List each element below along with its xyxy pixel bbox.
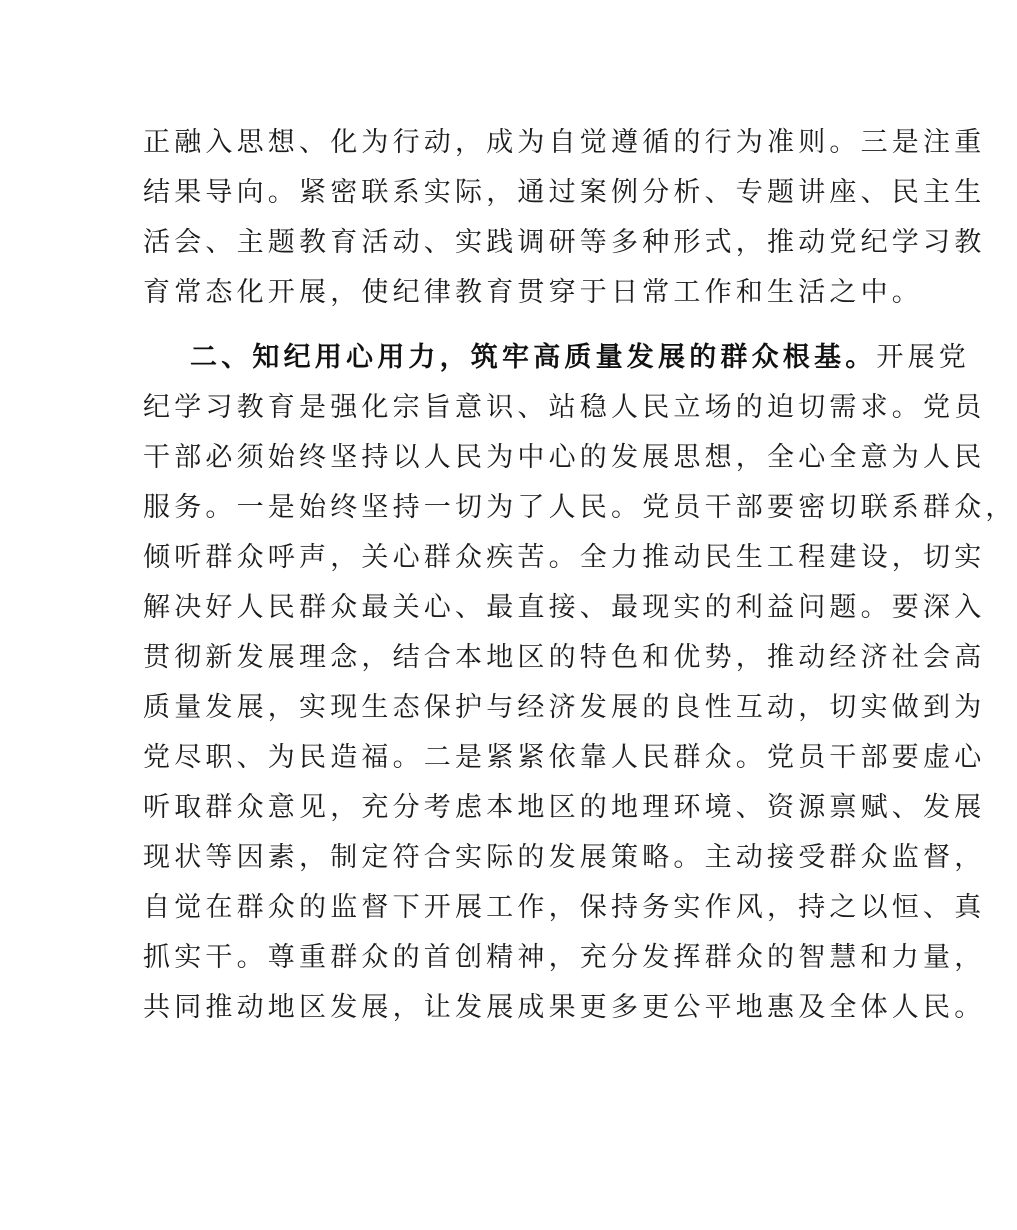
paragraph1-line-1: 正融入思想、化为行动，成为自觉遵循的行为准则。三是注重 xyxy=(143,127,986,158)
paragraph1-line-3: 活会、主题教育活动、实践调研等多种形式，推动党纪学习教 xyxy=(143,227,986,258)
paragraph1-line-4: 育常态化开展，使纪律教育贯穿于日常工作和生活之中。 xyxy=(143,277,923,308)
paragraph2-line-10: 听取群众意见，充分考虑本地区的地理环境、资源禀赋、发展 xyxy=(143,792,986,823)
paragraph2-line-13: 抓实干。尊重群众的首创精神，充分发挥群众的智慧和力量， xyxy=(143,942,986,973)
paragraph2-line-6: 解决好人民群众最关心、最直接、最现实的利益问题。要深入 xyxy=(143,592,986,623)
paragraph2-line-4: 服务。一是始终坚持一切为了人民。党员干部要密切联系群众， xyxy=(143,492,1017,523)
section-heading: 二、知纪用心用力，筑牢高质量发展的群众根基。 xyxy=(190,342,877,373)
paragraph2-first-line xyxy=(190,338,970,378)
paragraph2-first-line-rest: 开展党 xyxy=(876,342,971,373)
paragraph2-line-8: 质量发展，实现生态保护与经济发展的良性互动，切实做到为 xyxy=(143,692,986,723)
paragraph2-line-5: 倾听群众呼声，关心群众疾苦。全力推动民生工程建设，切实 xyxy=(143,542,986,573)
paragraph2-line-14: 共同推动地区发展，让发展成果更多更公平地惠及全体人民。 xyxy=(143,992,986,1023)
paragraph2-line-9: 党尽职、为民造福。二是紧紧依靠人民群众。党员干部要虚心 xyxy=(143,742,986,773)
paragraph1-line-2: 结果导向。紧密联系实际，通过案例分析、专题讲座、民主生 xyxy=(143,177,986,208)
paragraph2-line-11: 现状等因素，制定符合实际的发展策略。主动接受群众监督， xyxy=(143,842,986,873)
paragraph2-line-7: 贯彻新发展理念，结合本地区的特色和优势，推动经济社会高 xyxy=(143,642,986,673)
paragraph2-line-3: 干部必须始终坚持以人民为中心的发展思想，全心全意为人民 xyxy=(143,442,986,473)
paragraph2-line-12: 自觉在群众的监督下开展工作，保持务实作风，持之以恒、真 xyxy=(143,892,986,923)
paragraph2-line-2: 纪学习教育是强化宗旨意识、站稳人民立场的迫切需求。党员 xyxy=(143,392,986,423)
